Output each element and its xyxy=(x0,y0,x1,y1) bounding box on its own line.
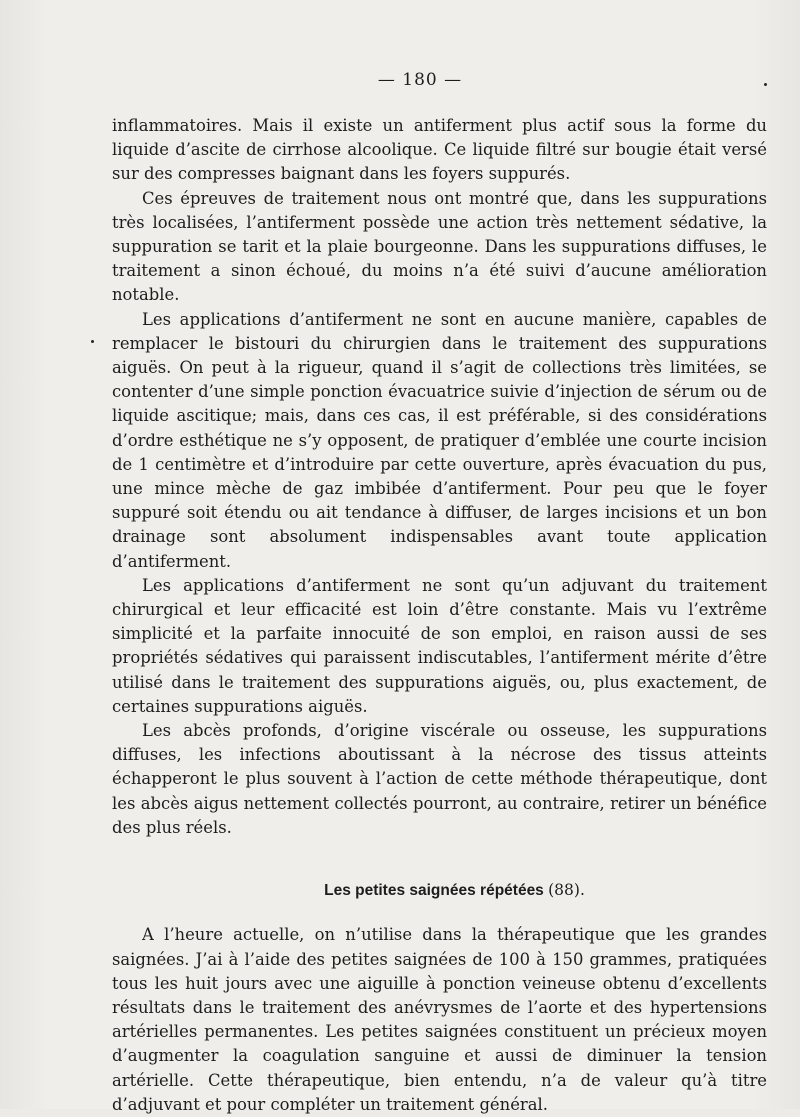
section-title: Les petites saignées répétées xyxy=(324,882,544,900)
paragraph: Les applications d’antiferment ne sont en aucune manière, capables de remplacer le bistouri du chirurgien dans le traitement des suppurations aiguës. On peut à la rigueur, quand il s’agit de collections très limitées, se contenter d’une simple ponction évacuatrice suivie d’injection de sérum ou de liquide ascitique; mais, dans ces cas, il est préférable, si des considérations d’ordre esthétique ne s’y opposent, de pratiquer d’emblée une courte incision de 1 centimètre et d’introduire par cette ouverture, après évacuation du pus, une mince mèche de gaz imbibée d’antiferment. Pour peu que le foyer suppuré soit étendu ou ait tendance à diffuser, de larges incisions et un bon drainage sont absolument indispensables avant toute application d’antiferment. xyxy=(112,309,767,571)
speck-mark xyxy=(91,340,94,343)
page-number: — 180 — xyxy=(377,70,463,90)
body-text xyxy=(112,114,767,1117)
paragraph: Les applications d’antiferment ne sont qu’un adjuvant du traitement chirurgical et leur efficacité est loin d’être constante. Mais vu l’extrême simplicité et la parfaite innocuité de son emploi, en raison aussi de ses propriétés sédatives qui paraissent indiscutables, l’antiferment mérite d’être utilisé dans le traitement des suppurations aiguës, ou, plus exactement, de certaines suppurations aiguës. xyxy=(112,575,767,716)
paragraph: Ces épreuves de traitement nous ont montré que, dans les suppurations très localisées, l’antiferment possède une action très nettement sédative, la suppuration se tarit et la plaie bourgeonne. Dans les suppurations diffuses, le traitement a sinon échoué, du moins n’a été suivi d’aucune amélioration notable. xyxy=(112,188,767,305)
paragraph: Les abcès profonds, d’origine viscérale ou osseuse, les suppurations diffuses, les infections aboutissant à la nécrose des tissus atteints échapperont le plus souvent à l’action de cette méthode thérapeutique, dont les abcès aigus nettement collectés pourront, au contraire, retirer un bénéfice des plus réels. xyxy=(112,721,767,837)
speck-mark xyxy=(764,83,767,86)
paragraph: A l’heure actuelle, on n’utilise dans la thérapeutique que les grandes saignées. J’ai à l’aide des petites saignées de 100 à 150 grammes, pratiquées tous les huit jours avec une aiguille à ponction veineuse obtenu d’excellents résultats dans le traitement des anévrysmes de l’aorte et des hypertensions artérielles permanentes. Les petites saignées constituent un précieux moyen d’augmenter la coagulation sanguine et aussi de diminuer la tension artérielle. Cette thérapeutique, bien entendu, n’a de valeur qu’à titre d’adjuvant et pour compléter un traitement général. xyxy=(112,925,767,1114)
paragraph-continuation: inflammatoires. Mais il existe un antiferment plus actif sous la forme du liquide d’ascite de cirrhose alcoolique. Ce liquide filtré sur bougie était versé sur des compresses baignant dans les foyers suppurés. xyxy=(112,116,767,184)
section-reference: (88). xyxy=(548,881,585,900)
section-heading xyxy=(112,878,767,903)
